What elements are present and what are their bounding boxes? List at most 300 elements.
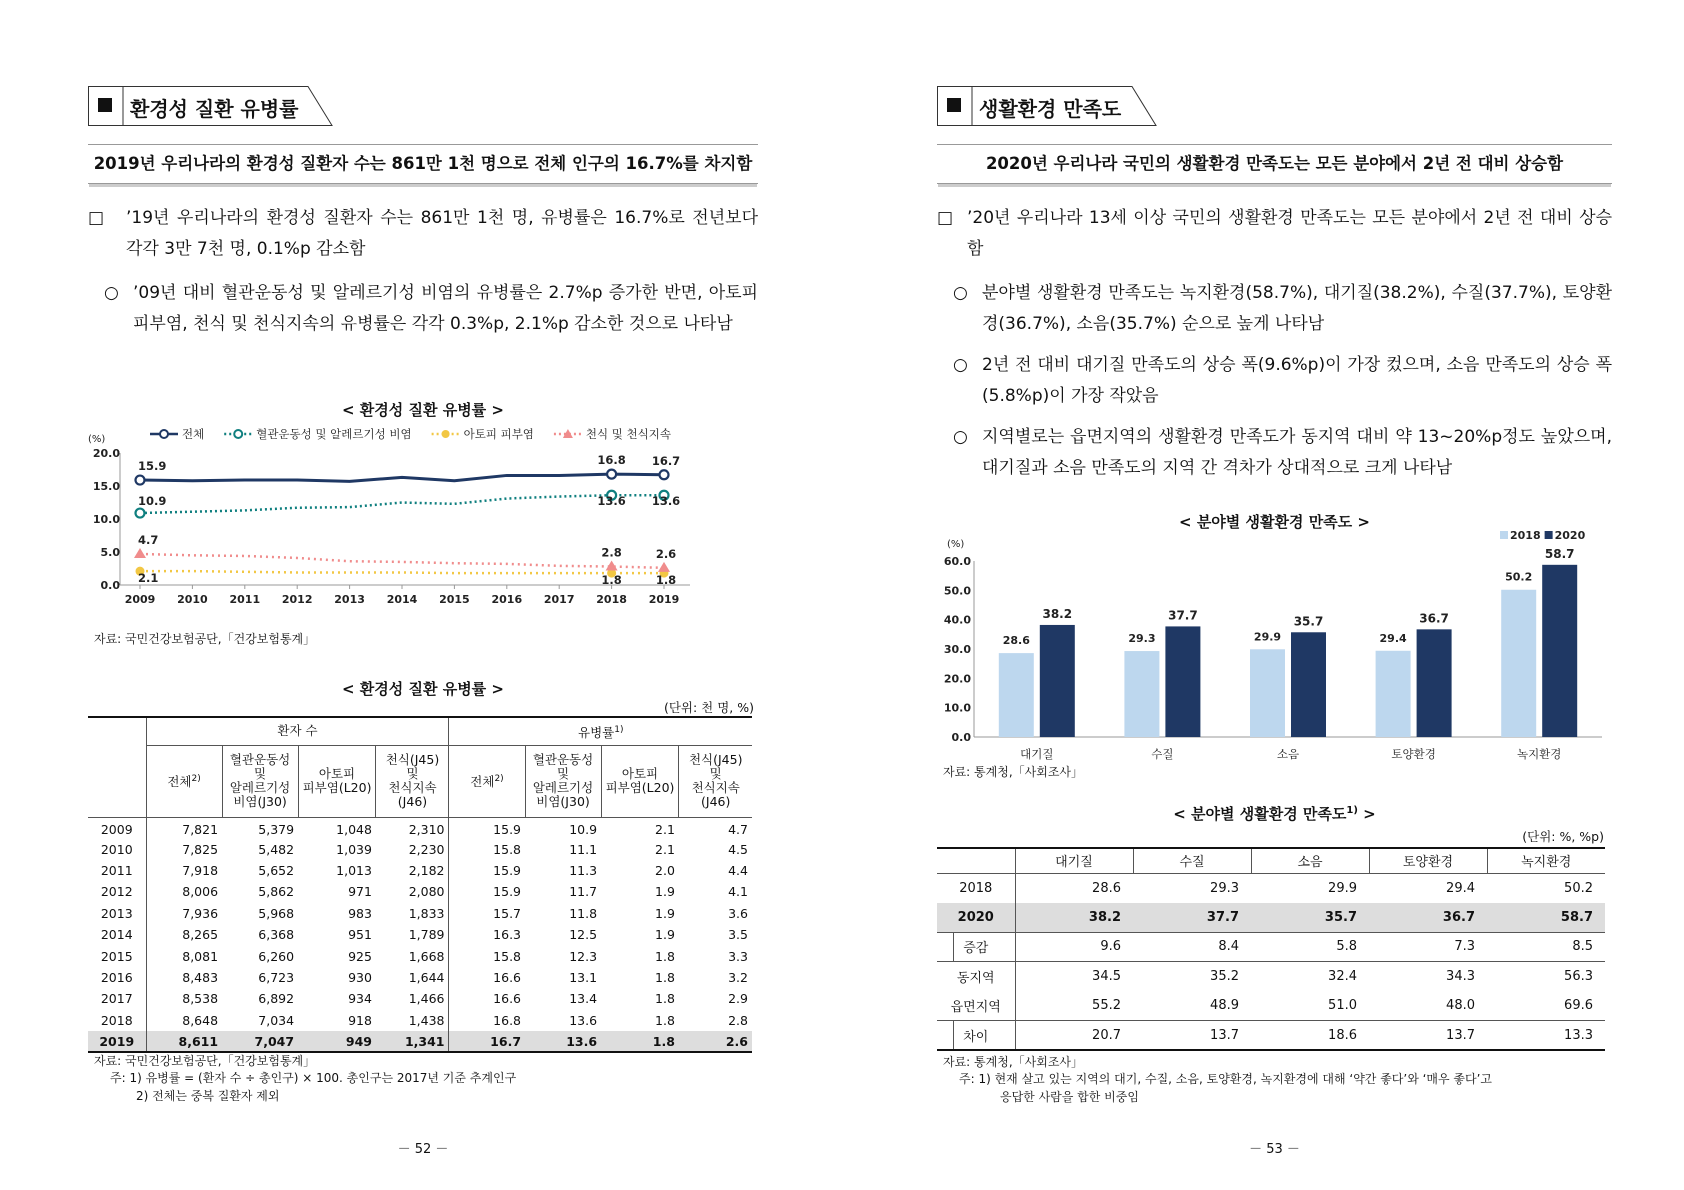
paragraph-text: ’09년 대비 혈관운동성 및 알레르기성 비염의 유병률은 2.7%p 증가한 반면, 아토피 피부염, 천식 및 천식지속의 유병률은 각각 0.3%p, 2.1%p 감소한 것으로 나타남 xyxy=(133,283,758,334)
table-note-1: 주: 1) 유병률 = (환자 수 ÷ 총인구) × 100. 총인구는 2017년 기준 추계인구 xyxy=(110,1071,517,1085)
chart-caption: < 분야별 생활환경 만족도 > xyxy=(1179,513,1370,531)
table-cell: 11.1 xyxy=(569,841,598,857)
table-cell: 934 xyxy=(348,991,372,1007)
left-page xyxy=(88,0,758,1190)
table-cell: 983 xyxy=(348,905,372,921)
table-cell: 2.6 xyxy=(679,1031,752,1052)
table-cell: 4.1 xyxy=(728,884,748,900)
table-cell: 29.4 xyxy=(1446,880,1475,896)
checkbox-bullet-icon: □ xyxy=(88,208,105,228)
summary-box: 2019년 우리나라의 환경성 질환자 수는 861만 1천 명으로 전체 인구의 16.7%를 차지함 xyxy=(88,144,758,184)
right-page xyxy=(937,0,1612,1190)
table-cell: 2010 xyxy=(100,841,133,857)
table-cell: 2020 xyxy=(937,903,1015,933)
table-cell: 5,862 xyxy=(258,884,295,900)
table-unit: (단위: 천 명, %) xyxy=(663,700,754,715)
table-cell: 2.8 xyxy=(728,1012,748,1028)
data-label: 36.7 xyxy=(1419,611,1449,626)
data-label: 29.4 xyxy=(1379,631,1407,645)
paragraph-text: ’20년 우리나라 13세 이상 국민의 생활환경 만족도는 모든 분야에서 2년 전 대비 상승함 xyxy=(967,208,1612,259)
bar xyxy=(999,653,1034,737)
table-cell: 12.5 xyxy=(569,927,598,943)
table-cell: 29.3 xyxy=(1210,880,1239,896)
table-cell: 2017 xyxy=(100,991,133,1007)
table-cell: 4.4 xyxy=(728,862,748,878)
table-cell: 58.7 xyxy=(1487,903,1605,933)
table-cell: 2013 xyxy=(100,905,133,921)
table-cell: 11.8 xyxy=(569,905,598,921)
bar xyxy=(1291,632,1326,737)
x-tick-label: 2012 xyxy=(281,593,313,606)
paragraph-text: ’19년 우리나라의 환경성 질환자 수는 861만 1천 명, 유병률은 16.7%로 전년보다 각각 3만 7천 명, 0.1%p 감소함 xyxy=(126,208,758,259)
column-header: 토양환경 xyxy=(1369,848,1487,873)
table-cell: 48.9 xyxy=(1210,998,1239,1013)
table-cell: 29.9 xyxy=(1328,880,1357,896)
y-tick-label: 10.0 xyxy=(92,513,120,526)
x-tick-label: 2009 xyxy=(124,593,156,606)
table-cell: 13.1 xyxy=(569,969,598,985)
table-cell: 1,013 xyxy=(336,862,372,878)
x-tick-label: 2016 xyxy=(491,593,523,606)
table-cell: 1,048 xyxy=(336,822,372,838)
table-cell: 7,918 xyxy=(146,860,222,881)
table-cell: 2.0 xyxy=(655,862,675,878)
section-title: 환경성 질환 유병률 xyxy=(130,97,299,121)
table-source: 자료: 통계청,「사회조사」 xyxy=(943,1055,1084,1069)
table-row xyxy=(937,962,1605,992)
table-row xyxy=(88,924,752,945)
bar xyxy=(1040,625,1075,737)
table-row xyxy=(937,1021,1605,1051)
table-cell: 1,644 xyxy=(408,969,445,985)
data-label: 50.2 xyxy=(1505,570,1533,584)
paragraph-4 xyxy=(937,422,1612,484)
satisfaction-table xyxy=(937,847,1605,1051)
bar xyxy=(1250,649,1285,737)
table-cell: 1,466 xyxy=(408,991,445,1007)
y-tick-label: 40.0 xyxy=(943,613,971,627)
table-cell: 2.1 xyxy=(655,841,675,857)
column-header: 수질 xyxy=(1133,848,1251,873)
table-cell: 3.3 xyxy=(728,948,748,964)
col-asthma-rate: 천식(J45) 및 천식지속 (J46) xyxy=(679,745,752,817)
table-cell: 3.6 xyxy=(728,905,748,921)
table-cell: 925 xyxy=(348,948,372,964)
data-label: 16.7 xyxy=(651,453,681,468)
circle-bullet-icon: ○ xyxy=(104,283,119,303)
data-point xyxy=(136,509,145,518)
circle-bullet-icon: ○ xyxy=(953,283,968,303)
y-tick-label: 10.0 xyxy=(943,701,971,715)
table-cell: 55.2 xyxy=(1015,991,1133,1021)
bar xyxy=(1124,651,1159,737)
y-tick-label: 50.0 xyxy=(943,584,971,598)
table-cell: 8,611 xyxy=(146,1031,222,1052)
table-cell: 8.5 xyxy=(1487,932,1605,962)
table-cell: 2016 xyxy=(100,969,133,985)
x-tick-label: 2019 xyxy=(648,593,680,606)
table-unit: (단위: %, %p) xyxy=(1522,829,1604,844)
table-row xyxy=(88,881,752,902)
table-cell: 5,379 xyxy=(258,822,295,838)
square-bullet-icon xyxy=(947,98,961,112)
table-cell: 1.8 xyxy=(655,1012,675,1028)
data-point xyxy=(606,561,618,571)
table-row xyxy=(937,991,1605,1021)
data-label: 38.2 xyxy=(1042,606,1073,621)
group-header-prevalence: 유병률$^{1)}$ xyxy=(449,717,752,745)
table-cell: 15.9 xyxy=(449,860,525,881)
legend-label: 천식 및 천식지속 xyxy=(585,427,671,441)
y-tick-label: 0.0 xyxy=(951,731,971,744)
table-cell: 7,825 xyxy=(146,838,222,859)
circle-bullet-icon: ○ xyxy=(953,355,968,375)
table-cell: 16.6 xyxy=(449,988,525,1009)
table-cell: 16.7 xyxy=(449,1031,525,1052)
column-header xyxy=(937,848,1015,873)
data-label: 2.8 xyxy=(601,545,622,560)
table-cell: 37.7 xyxy=(1133,903,1251,933)
data-label: 10.9 xyxy=(138,494,167,509)
table-cell: 32.4 xyxy=(1251,962,1369,992)
table-cell: 11.7 xyxy=(569,884,598,900)
table-cell: 1.9 xyxy=(655,884,675,900)
x-tick-label: 2015 xyxy=(439,593,470,606)
table-row xyxy=(88,945,752,966)
table-cell: 8,648 xyxy=(146,1010,222,1031)
table-cell: 12.3 xyxy=(569,948,598,964)
table-cell: 1.8 xyxy=(655,991,675,1007)
table-cell: 50.2 xyxy=(1564,880,1593,896)
data-label: 29.3 xyxy=(1128,632,1156,646)
table-cell: 7,034 xyxy=(258,1012,295,1028)
table-cell: 56.3 xyxy=(1487,962,1605,992)
table-cell: 15.8 xyxy=(449,838,525,859)
table-cell: 2,080 xyxy=(408,884,445,900)
table-cell: 4.7 xyxy=(728,822,748,838)
table-cell: 34.3 xyxy=(1369,962,1487,992)
x-tick-label: 녹지환경 xyxy=(1516,747,1562,761)
table-cell: 동지역 xyxy=(937,962,1015,992)
table-cell: 1.8 xyxy=(655,948,675,964)
table-cell: 3.5 xyxy=(728,927,748,943)
chart-caption: < 환경성 질환 유병률 > xyxy=(342,401,504,419)
bar xyxy=(1501,590,1536,737)
table-cell: 5,482 xyxy=(258,841,295,857)
x-tick-label: 2011 xyxy=(229,593,261,606)
table-cell: 2011 xyxy=(100,862,133,878)
table-cell: 15.9 xyxy=(449,881,525,902)
table-cell: 2,230 xyxy=(408,841,445,857)
table-cell: 6,892 xyxy=(258,991,295,1007)
table-row xyxy=(88,817,752,838)
table-cell: 69.6 xyxy=(1564,998,1593,1013)
checkbox-bullet-icon: □ xyxy=(937,208,954,228)
table-cell: 35.2 xyxy=(1133,962,1251,992)
table-cell: 13.6 xyxy=(525,1031,601,1052)
table-cell: 7,821 xyxy=(146,817,222,838)
table-cell: 4.5 xyxy=(728,841,748,857)
table-cell: 2012 xyxy=(100,884,133,900)
paragraph-2 xyxy=(937,278,1612,340)
y-tick-label: 20.0 xyxy=(92,447,120,460)
table-cell: 3.2 xyxy=(728,969,748,985)
x-tick-label: 2018 xyxy=(596,593,627,606)
data-label: 2.1 xyxy=(138,571,159,586)
legend-marker xyxy=(160,430,168,438)
data-label: 1.8 xyxy=(601,573,622,588)
col-rhinitis: 혈관운동성 및 알레르기성 비염(J30) xyxy=(222,745,298,817)
circle-bullet-icon: ○ xyxy=(953,427,968,447)
paragraph-text: 분야별 생활환경 만족도는 녹지환경(58.7%), 대기질(38.2%), 수질(37.7%), 토양환경(36.7%), 소음(35.7%) 순으로 높게 나타남 xyxy=(982,283,1612,334)
data-point xyxy=(607,470,616,479)
x-tick-label: 2013 xyxy=(334,593,365,606)
legend-swatch xyxy=(1500,531,1508,539)
y-axis-unit: (%) xyxy=(947,539,965,550)
table-cell: 2,182 xyxy=(408,862,445,878)
legend-marker xyxy=(234,430,242,438)
y-tick-label: 60.0 xyxy=(943,555,971,568)
table-cell: 8,538 xyxy=(146,988,222,1009)
table-cell: 10.9 xyxy=(569,822,598,838)
series-line xyxy=(140,571,664,573)
table-cell: 7,047 xyxy=(222,1031,298,1052)
paragraph-text: 2년 전 대비 대기질 만족도의 상승 폭(9.6%p)이 가장 컸으며, 소음 만족도의 상승 폭(5.8%p)이 가장 작았음 xyxy=(982,355,1612,406)
line-chart xyxy=(88,420,758,640)
table-cell: 38.2 xyxy=(1015,903,1133,933)
data-label: 13.6 xyxy=(651,494,681,509)
summary-box: 2020년 우리나라 국민의 생활환경 만족도는 모든 분야에서 2년 전 대비 상승함 xyxy=(937,144,1612,184)
table-cell: 5,652 xyxy=(258,862,295,878)
column-header: 소음 xyxy=(1251,848,1369,873)
table-cell: 2019 xyxy=(88,1031,146,1052)
bar-chart xyxy=(937,529,1612,762)
table-row xyxy=(937,873,1605,903)
data-point xyxy=(136,476,145,485)
table-row xyxy=(88,967,752,988)
table-cell: 5,968 xyxy=(258,905,295,921)
series-line xyxy=(140,474,664,481)
legend-entry xyxy=(432,427,534,441)
square-bullet-icon xyxy=(98,98,112,112)
table-cell: 13.6 xyxy=(569,1012,598,1028)
table-cell: 13.7 xyxy=(1369,1021,1487,1051)
col-asthma: 천식(J45) 및 천식지속 (J46) xyxy=(376,745,449,817)
bar xyxy=(1376,651,1411,737)
table-note-1: 주: 1) 현재 살고 있는 지역의 대기, 수질, 소음, 토양환경, 녹지환경에 대해 ‘약간 좋다’와 ‘매우 좋다’고 xyxy=(959,1072,1492,1086)
paragraph-3 xyxy=(937,350,1612,412)
data-label: 29.9 xyxy=(1253,630,1282,644)
table-cell: 2018 xyxy=(100,1012,133,1028)
table-cell: 11.3 xyxy=(569,862,598,878)
table-note-1-cont: 응답한 사람을 합한 비중임 xyxy=(1000,1090,1139,1104)
x-tick-label: 2017 xyxy=(543,593,575,606)
year-header xyxy=(88,717,146,817)
y-tick-label: 30.0 xyxy=(943,643,971,656)
data-label: 1.8 xyxy=(655,573,677,588)
legend-entry xyxy=(554,427,671,441)
y-tick-label: 0.0 xyxy=(100,579,120,592)
table-cell: 20.7 xyxy=(1015,1021,1133,1051)
table-caption: < 환경성 질환 유병률 > xyxy=(342,680,504,698)
table-cell: 8,081 xyxy=(146,945,222,966)
table-cell: 13.4 xyxy=(569,991,598,1007)
col-rhinitis-rate: 혈관운동성 및 알레르기성 비염(J30) xyxy=(525,745,601,817)
data-label: 16.8 xyxy=(597,453,626,468)
bar xyxy=(1165,626,1200,737)
table-cell: 949 xyxy=(298,1031,376,1052)
col-total: 전체$^{2)}$ xyxy=(146,745,222,817)
data-label: 13.6 xyxy=(597,494,626,509)
y-axis-unit: (%) xyxy=(88,434,106,445)
table-cell: 6,260 xyxy=(258,948,295,964)
table-cell: 2015 xyxy=(100,948,133,964)
x-tick-label: 토양환경 xyxy=(1391,747,1436,761)
legend-entry xyxy=(150,427,204,441)
table-row xyxy=(88,988,752,1009)
data-label: 2.6 xyxy=(655,546,677,561)
table-cell: 13.7 xyxy=(1133,1021,1251,1051)
legend-entry xyxy=(224,427,411,441)
x-tick-label: 대기질 xyxy=(1020,747,1054,761)
bar xyxy=(1542,565,1577,737)
table-cell: 28.6 xyxy=(1015,873,1133,903)
table-cell: 8.4 xyxy=(1133,932,1251,962)
y-tick-label: 5.0 xyxy=(100,546,120,559)
chart-source: 자료: 국민건강보험공단,「건강보험통계」 xyxy=(94,632,316,646)
column-header: 대기질 xyxy=(1015,848,1133,873)
table-cell: 8,006 xyxy=(146,881,222,902)
table-cell: 971 xyxy=(348,884,372,900)
table-row xyxy=(88,860,752,881)
section-title: 생활환경 만족도 xyxy=(979,97,1122,121)
table-source: 자료: 국민건강보험공단,「건강보험통계」 xyxy=(94,1054,316,1068)
table-note-2: 2) 전체는 중복 질환자 제외 xyxy=(136,1089,280,1103)
data-point xyxy=(658,562,670,572)
legend-label: 2018 xyxy=(1510,529,1541,542)
legend-marker xyxy=(442,430,450,438)
table-cell: 1,039 xyxy=(336,841,372,857)
table-cell: 36.7 xyxy=(1369,903,1487,933)
column-header: 녹지환경 xyxy=(1487,848,1605,873)
legend-label: 아토피 피부염 xyxy=(463,427,534,441)
table-cell: 48.0 xyxy=(1446,998,1475,1013)
table-row xyxy=(88,1010,752,1031)
table-cell: 918 xyxy=(348,1012,372,1028)
prevalence-table xyxy=(88,716,752,1053)
series-line xyxy=(140,495,664,513)
table-cell: 16.6 xyxy=(449,967,525,988)
table-cell: 34.5 xyxy=(1015,962,1133,992)
legend-label: 전체 xyxy=(182,427,205,441)
table-cell: 7,936 xyxy=(146,903,222,924)
table-cell: 1.9 xyxy=(655,905,675,921)
legend-label: 2020 xyxy=(1554,529,1586,542)
table-cell: 6,723 xyxy=(258,969,295,985)
table-cell: 1,341 xyxy=(376,1031,449,1052)
table-row xyxy=(88,1031,752,1052)
paragraph-text: 지역별로는 읍면지역의 생활환경 만족도가 동지역 대비 약 13~20%p정도 높았으며, 대기질과 소음 만족도의 지역 간 격차가 상대적으로 크게 나타남 xyxy=(982,427,1612,478)
table-cell: 2,310 xyxy=(408,822,445,838)
data-label: 4.7 xyxy=(138,532,159,547)
table-cell: 2018 xyxy=(959,880,993,896)
y-tick-label: 20.0 xyxy=(943,672,971,686)
bar xyxy=(1417,629,1452,737)
y-tick-label: 15.0 xyxy=(92,480,120,493)
table-cell: 8,483 xyxy=(146,967,222,988)
table-cell: 읍면지역 xyxy=(950,1000,1001,1015)
table-cell: 951 xyxy=(348,927,372,943)
table-cell: 1,789 xyxy=(408,927,445,943)
data-label: 28.6 xyxy=(1002,634,1030,648)
table-cell: 16.3 xyxy=(449,924,525,945)
page-number: － 52 － xyxy=(397,1142,449,1157)
data-label: 15.9 xyxy=(138,459,167,474)
col-atopy: 아토피 피부염(L20) xyxy=(298,745,376,817)
paragraph-1 xyxy=(937,203,1612,265)
table-cell: 15.9 xyxy=(449,817,525,838)
table-cell: 차이 xyxy=(937,1021,1015,1051)
table-cell: 930 xyxy=(348,969,372,985)
table-cell: 51.0 xyxy=(1328,998,1357,1013)
legend-swatch xyxy=(1545,531,1553,539)
table-cell: 5.8 xyxy=(1251,932,1369,962)
table-cell: 16.8 xyxy=(449,1010,525,1031)
table-cell: 1,668 xyxy=(408,948,445,964)
table-cell: 13.3 xyxy=(1487,1021,1605,1051)
table-cell: 증감 xyxy=(937,932,1015,962)
table-cell: 7.3 xyxy=(1369,932,1487,962)
table-cell: 2.9 xyxy=(728,991,748,1007)
table-cell: 15.7 xyxy=(449,903,525,924)
table-cell: 18.6 xyxy=(1251,1021,1369,1051)
series-line xyxy=(140,554,664,568)
table-cell: 35.7 xyxy=(1251,903,1369,933)
x-tick-label: 2010 xyxy=(177,593,208,606)
table-caption: < 분야별 생활환경 만족도$^{1)}$ > xyxy=(1173,805,1376,823)
table-cell: 1,438 xyxy=(408,1012,445,1028)
col-total-rate: 전체$^{2)}$ xyxy=(449,745,525,817)
data-label: 58.7 xyxy=(1544,546,1575,561)
data-label: 37.7 xyxy=(1168,608,1198,623)
table-row xyxy=(937,932,1605,962)
table-row xyxy=(88,903,752,924)
group-header-patients: 환자 수 xyxy=(146,717,449,745)
table-cell: 6,368 xyxy=(258,927,295,943)
chart-source: 자료: 통계청,「사회조사」 xyxy=(943,765,1084,779)
x-tick-label: 수질 xyxy=(1151,747,1174,761)
table-row xyxy=(937,903,1605,933)
table-cell: 8,265 xyxy=(146,924,222,945)
table-cell: 1.9 xyxy=(655,927,675,943)
x-tick-label: 2014 xyxy=(386,593,418,606)
table-cell: 1.8 xyxy=(655,969,675,985)
page-number: － 53 － xyxy=(1249,1142,1300,1157)
table-cell: 9.6 xyxy=(1015,932,1133,962)
data-point xyxy=(134,548,146,558)
data-label: 35.7 xyxy=(1293,614,1324,629)
table-cell: 2009 xyxy=(100,822,133,838)
x-tick-label: 소음 xyxy=(1276,747,1300,761)
table-cell: 1,833 xyxy=(408,905,445,921)
paragraph-1 xyxy=(88,203,758,265)
table-cell: 15.8 xyxy=(449,945,525,966)
table-cell: 2014 xyxy=(100,927,133,943)
table-row xyxy=(88,838,752,859)
legend-label: 혈관운동성 및 알레르기성 비염 xyxy=(256,427,412,441)
paragraph-2 xyxy=(88,278,758,340)
col-atopy-rate: 아토피 피부염(L20) xyxy=(601,745,679,817)
